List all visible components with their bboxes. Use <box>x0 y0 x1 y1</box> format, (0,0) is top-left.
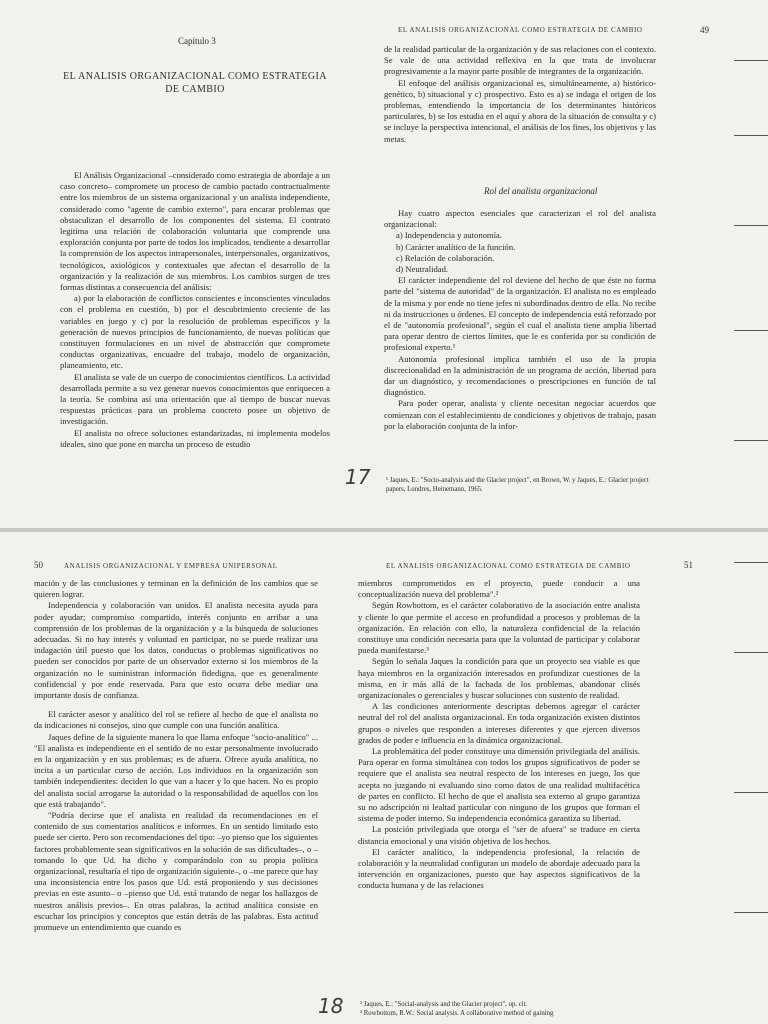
running-head-right: EL ANALISIS ORGANIZACIONAL COMO ESTRATEGIA DE CAMBIO <box>386 562 631 570</box>
paragraph: Para poder operar, analista y cliente necesitan negociar acuerdos que comienzan con el establecimiento de condiciones y objetivos de trabajo, pasan por la elaboración conjunta de la infor- <box>384 398 656 431</box>
section-heading: Rol del analista organizacional <box>484 186 598 196</box>
footnote: ² Jaques, E.: "Social-analysis and the Glacier project", op. cit. <box>360 1001 528 1008</box>
page-edge-mark <box>734 652 768 653</box>
page-edge-mark <box>734 225 768 226</box>
page-edge-mark <box>734 60 768 61</box>
page-number: 49 <box>700 25 709 35</box>
paragraph: El enfoque del análisis organizacional es, simultáneamente, a) histórico-genético, b) situacional y c) prospectivo. Esto es a) se indaga el origen de los problemas, entendiendo la importancia de los determinantes históricos particulares, b) se los estudia en el aquí y ahora de la situación de consulta y c) se incluye la perspectiva intencional, el análisis de los fines, los objetivos y las metas. <box>384 77 656 144</box>
paragraph: de la realidad particular de la organización y de sus relaciones con el contexto. Se vale de una actividad reflexiva en la que trata de involucrar progresivamente a la mayor parte posible de integrantes de la organización. <box>384 44 656 77</box>
lower-book-spread <box>0 532 768 1024</box>
list-item: d) Neutralidad. <box>396 264 449 275</box>
page-edge-mark <box>734 440 768 441</box>
handwritten-page-mark: 17 <box>345 465 371 489</box>
page-edge-mark <box>734 135 768 136</box>
paragraph: La posición privilegiada que otorga el "ser de afuera" se traduce en cierta distancia emocional y una visión objetiva de los hechos. <box>358 824 640 846</box>
page-edge-mark <box>734 330 768 331</box>
footnotes <box>360 1000 642 1018</box>
paragraph: Según Rowbottom, es el carácter colaborativo de la asociación entre analista y cliente lo que permite el acceso en profundidad a procesos y problemas de la organización. En relación con ello, la naturaleza confidencial de la relación constituye una condición necesaria para que la voluntad de participar y colaborar pueda manifestarse.³ <box>358 600 640 656</box>
paragraph: Según lo señala Jaques la condición para que un proyecto sea viable es que haya miembros en la organización interesados en profundizar cuestiones de la misma, en ir más allá de la fachada de los problemas, abandonar clisés organizacionales o gerenciales y buscar soluciones con sustento de realidad. <box>358 656 640 701</box>
paragraph: El carácter asesor y analítico del rol se refiere al hecho de que el analista no da indicaciones ni consejos, sino que cumple con una función analítica. <box>34 709 318 731</box>
list-item: c) Relación de colaboración. <box>396 252 495 263</box>
page-edge-mark <box>734 912 768 913</box>
chapter-title <box>40 70 350 96</box>
chapter-title-line-1: EL ANALISIS ORGANIZACIONAL COMO ESTRATEGIA <box>63 71 327 82</box>
paragraph: "Podría decirse que el analista en realidad da recomendaciones en el contenido de sus comentarios analíticos e informes. En un sentido limitado esto puede ser cierto. Pero son recomendaciones del tipo: –yo pienso que los siguientes factores probablemente sean significativos en la solución de sus dificultades–, o –tomando lo que Ud. ha dicho y comparándolo con su propia política organizacional, resultaría el tipo de organización siguiente–, o –me parece que hay una inconsistencia entre los pasos que Ud. está proponiendo y sus decisiones previas en este asunto– o –pienso que Ud. está tratando de negar los hallazgos de nuestros análisis previos–. En otras palabras, la actitud analítica consiste en escuchar los principios y conceptos que están detrás de las palabras. Esta actitud promueve un entendimiento que cuando es <box>34 810 318 933</box>
list-item: b) Carácter analítico de la función. <box>396 241 516 252</box>
page-50-column <box>34 578 318 933</box>
paragraph: El analista se vale de un cuerpo de conocimientos científicos. La actividad desarrollada permite a su vez generar nuevos conocimientos que enriquecen a la teoría. Se combina así una orientación que al tiempo de buscar nuevas respuestas prácticas para un problema concreto posee un objetivo de investigación. <box>60 371 330 427</box>
paragraph: El carácter independiente del rol deviene del hecho de que éste no forma parte del "sistema de autoridad" de la organización. El analista no es empleado de la misma y por ende no tiene jefes ni subordinados dentro de ella. No recibe ni da instrucciones u órdenes. El concepto de independencia está reforzado por el de "autonomía profesional", según el cual el analista tiene amplia libertad para operar dentro de ciertos límites, que le es conferida por su condición de profesional experto.¹ <box>384 275 656 353</box>
page-51-column <box>358 578 640 892</box>
page-49-right-column-cont <box>384 208 656 432</box>
aspect-list <box>384 230 656 275</box>
paragraph: a) por la elaboración de conflictos conscientes e inconscientes vinculados con el problema en cuestión, b) por el descubrimiento creciente de las variables en juego y c) por la resolución de problemas específicos y la generación de nuevos principios de funcionamiento, de nuevas políticas que constituyen formulaciones en un nivel de abstracción que compromete conductas organizativas, encuadre del trabajo, modelo de organización, planeamiento, etc. <box>60 293 330 371</box>
chapter-label: Capítulo 3 <box>178 36 216 46</box>
page-49-left-column <box>60 170 330 450</box>
chapter-title-line-2: DE CAMBIO <box>165 84 225 95</box>
paragraph: Hay cuatro aspectos esenciales que caracterizan el rol del analista organizacional: <box>384 208 656 230</box>
page-edge-mark <box>734 562 768 563</box>
page-number-right: 51 <box>684 560 693 570</box>
footnote: ¹ Jaques, E.: "Socio-analysis and the Glacier project", en Brown, W. y Jaques, E.: Glacier project papers, Londres, Heinemann, 1965. <box>386 477 649 493</box>
paragraph: El Análisis Organizacional –considerado como estrategia de abordaje a un caso concreto– compromete un proceso de cambio pactado contractualmente entre los miembros de un sistema organizacional y un analista independiente, considerado como "agente de cambio externo", para encarar problemas que obstaculizan el desarrollo de los componentes del sistema. El contrato legitima una relación de colaboración voluntaria que comprende una exploración conjunta por parte de todos los implicados, tendiente a desarrollar la comprensión de los aspectos intrapersonales, interpersonales, organizativos, tecnológicos, axiológicos y contextuales que afectan el desarrollo de la organización y la realización de sus miembros. Los cambios surgen de tres formas distintas a consecuencia del análisis: <box>60 170 330 293</box>
paragraph: El carácter analítico, la independencia profesional, la relación de colaboración y la neutralidad configuran un modelo de abordaje adecuado para la intervención en organizaciones, puesto que hay aspectos significativos de la conducta humana y de las relaciones <box>358 846 640 891</box>
paragraph: La problemática del poder constituye una dimensión privilegiada del análisis. Para operar en forma simultánea con todos los grupos significativos de poder se requiere que el analista sea neutral respecto de los intereses en juego, los que acepta no juzgando ni evaluando sino como datos de una realidad multifacética de partes en conflicto. El hecho de que el analista sea externo al grupo garantiza su no adscripción ni lealtad particular con ninguno de los grupos que forman el sistema de poder interno. Su independencia económica garantiza su libertad. <box>358 746 640 824</box>
page-number-left: 50 <box>34 560 43 570</box>
paragraph: A las condiciones anteriormente descriptas debemos agregar el carácter neutral del rol del analista organizacional. En toda organización existen distintos grupos o niveles que responden a intereses diferentes y que ejercen diversos grados de poder e influencia en la dinámica organizacional. <box>358 701 640 745</box>
running-head: EL ANALISIS ORGANIZACIONAL COMO ESTRATEGIA DE CAMBIO <box>398 26 643 34</box>
page-49-right-column <box>384 44 656 145</box>
paragraph: Jaques define de la siguiente manera lo que llama enfoque "socio-analítico" ... "El analista es independiente en el sentido de no estar personalmente involucrado en la organización y en sus problemas; es de afuera. Ofrece ayuda analítica, no incita a un particular curso de acción. Los individuos en la organización son también independientes: deciden lo que van a hacer y lo que hacen. No es propio del analista social arrogarse la autoridad o la responsabilidad de aquellos con los que está trabajando". <box>34 731 318 809</box>
list-item: a) Independencia y autonomía. <box>396 230 502 241</box>
running-head-left: ANALISIS ORGANIZACIONAL Y EMPRESA UNIPERSONAL <box>64 562 278 570</box>
handwritten-page-mark: 18 <box>318 994 344 1018</box>
paragraph: miembros comprometidos en el proyecto, puede conducir a una conceptualización nueva del problema".² <box>358 578 640 600</box>
page-edge-mark <box>734 792 768 793</box>
paragraph: Independencia y colaboración van unidos. El analista necesita ayuda para poder ayudar; compromiso compartido, interés conjunto en arribar a una comprensión de los problemas de la organización y a la búsqueda de soluciones adecuadas. Si no hay interés y voluntad en participar, no se puede realizar una indagación útil puesto que los datos, conductas o problemas significativos no pueden ser conocidos por parte de un observador externo si los miembros de la organización no le suministran información fidedigna, que es generalmente confidencial y por ende reservada. Para que esto ocurra debe mediar una importante dosis de confianza. <box>34 600 318 701</box>
paragraph: mación y de las conclusiones y terminan en la definición de los cambios que se quieren lograr. <box>34 578 318 600</box>
footnote: ³ Rowbottom, R.W.: Social analysis. A collaborative method of gaining <box>360 1010 554 1017</box>
paragraph: El analista no ofrece soluciones estandarizadas, ni implementa modelos ideales, sino que pone en marcha un proceso de estudio <box>60 427 330 449</box>
paragraph: Autonomía profesional implica también el uso de la propia discrecionalidad en la administración de un programa de acción, libertad para dar un diagnóstico, y recomendaciones o prescripciones en función de tal diagnóstico. <box>384 353 656 398</box>
